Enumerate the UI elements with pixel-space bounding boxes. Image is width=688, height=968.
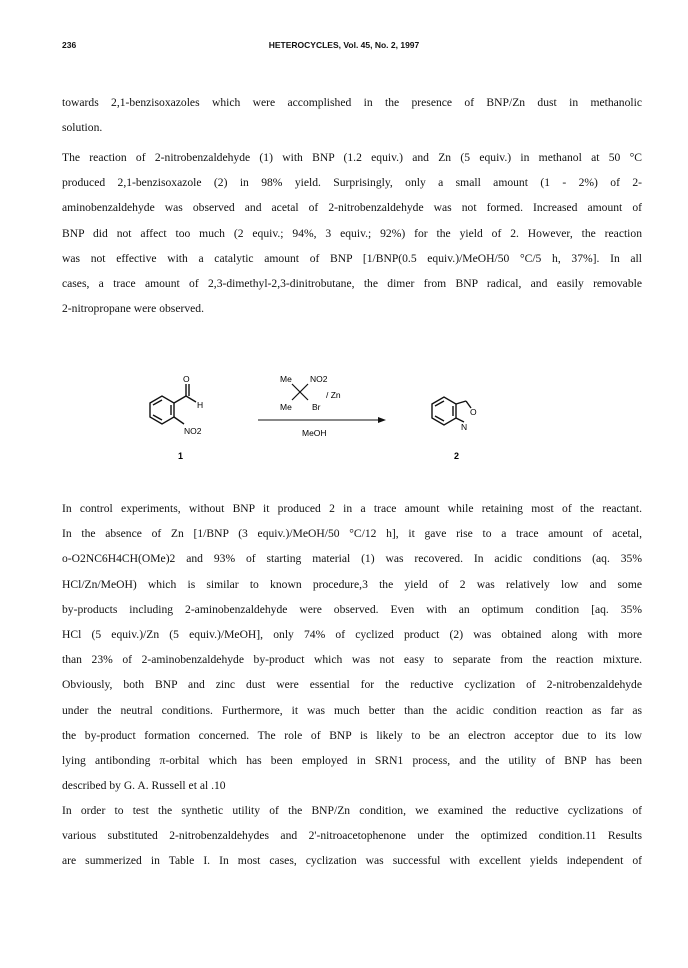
text-line: by-products including 2-aminobenzaldehyde were observed. Even with an optimum condition [aq. 35% xyxy=(62,602,642,616)
paragraph-control-experiments xyxy=(62,496,642,798)
compound-label-1: 1 xyxy=(178,451,184,461)
text-line: towards 2,1-benzisoxazoles which were accomplished in the presence of BNP/Zn dust in methanolic xyxy=(62,96,642,109)
reagent-bromo: Br xyxy=(312,402,321,412)
text-line: described by G. A. Russell et al .10 xyxy=(62,779,226,793)
reaction-solvent: MeOH xyxy=(302,428,327,438)
text-line: produced 2,1-benzisoxazole (2) in 98% yield. Surprisingly, only a small amount (1 - 2%) of 2- xyxy=(62,176,642,190)
sm-nitro: NO2 xyxy=(184,426,202,436)
text-line: the by-product formation concerned. The role of BNP is likely to be an electron acceptor due to its low xyxy=(62,728,642,742)
page-number: 236 xyxy=(62,40,77,50)
journal-title: HETEROCYCLES, Vol. 45, No. 2, 1997 xyxy=(268,40,420,50)
product-oxygen: O xyxy=(470,407,477,417)
text-line: In the absence of Zn [1/BNP (3 equiv.)/MeOH/50 °C/12 h], it gave rise to a trace amount of acetal, xyxy=(62,527,642,541)
reaction-scheme xyxy=(140,368,500,468)
text-line: was not effective with a catalytic amount of BNP [1/BNP(0.5 equiv.)/MeOH/50 °C/5 h, 37%]. In all xyxy=(62,251,642,265)
text-line: various substituted 2-nitrobenzaldehydes and 2'-nitroacetophenone under the optimized condition.11 Results xyxy=(62,829,642,843)
reagent-nitro: NO2 xyxy=(310,374,328,384)
reagent-methyl-top: Me xyxy=(280,374,292,384)
text-line: solution. xyxy=(62,121,103,135)
starting-material-structure xyxy=(150,384,196,424)
text-line: under the neutral conditions. Furthermore, it was much better than the acidic condition reaction as far as xyxy=(62,703,642,717)
text-line: 2-nitropropane were observed. xyxy=(62,302,204,316)
text-line: The reaction of 2-nitrobenzaldehyde (1) with BNP (1.2 equiv.) and Zn (5 equiv.) in methanol at 50 °C xyxy=(62,151,642,164)
text-line: o-O2NC6H4CH(OMe)2 and 93% of starting material (1) was recovered. In acidic conditions (aq. 35% xyxy=(62,552,642,566)
product-structure xyxy=(432,397,471,425)
compound-label-2: 2 xyxy=(454,451,460,461)
text-line: BNP did not affect too much (2 equiv.; 94%, 3 equiv.; 92%) for the yield of 2. However, the reaction xyxy=(62,226,642,240)
paragraph-reaction xyxy=(62,145,642,321)
sm-oxygen: O xyxy=(183,374,190,384)
text-line: than 23% of 2-aminobenzaldehyde by-product which was not easy to separate from the reaction mixture. xyxy=(62,653,642,667)
text-line: In control experiments, without BNP it produced 2 in a trace amount while retaining most of the reactant. xyxy=(62,502,642,515)
reagent-methyl-bottom: Me xyxy=(280,402,292,412)
bnp-reagent-structure xyxy=(292,384,308,400)
arrow-head-icon xyxy=(378,417,386,423)
text-line: HCl/Zn/MeOH) which is similar to known procedure,3 the yield of 2 was relatively low and some xyxy=(62,577,642,591)
text-line: aminobenzaldehyde was observed and acetal of 2-nitrobenzaldehyde was not formed. Increased amount of xyxy=(62,201,642,215)
running-header xyxy=(0,40,688,56)
paragraph-synthetic-utility xyxy=(62,798,642,874)
reagent-zinc: / Zn xyxy=(326,390,341,400)
text-line: are summerized in Table I. In most cases, cyclization was successful with excellent yields independent of xyxy=(62,854,642,868)
text-line: Obviously, both BNP and zinc dust were essential for the reductive cyclization of 2-nitrobenzaldehyde xyxy=(62,678,642,692)
text-line: cases, a trace amount of 2,3-dimethyl-2,3-dinitrobutane, the dimer from BNP radical, and easily removable xyxy=(62,277,642,291)
product-nitrogen: N xyxy=(461,422,468,432)
sm-hydrogen: H xyxy=(197,400,204,410)
paragraph-intro xyxy=(62,90,642,140)
text-line: In order to test the synthetic utility of the BNP/Zn condition, we examined the reductive cyclizations of xyxy=(62,804,642,817)
text-line: HCl (5 equiv.)/Zn (5 equiv.)/MeOH], only 74% of cyclized product (2) was obtained along with more xyxy=(62,628,642,642)
text-line: lying antibonding π-orbital which has been employed in SRN1 process, and the utility of BNP has been xyxy=(62,754,642,768)
